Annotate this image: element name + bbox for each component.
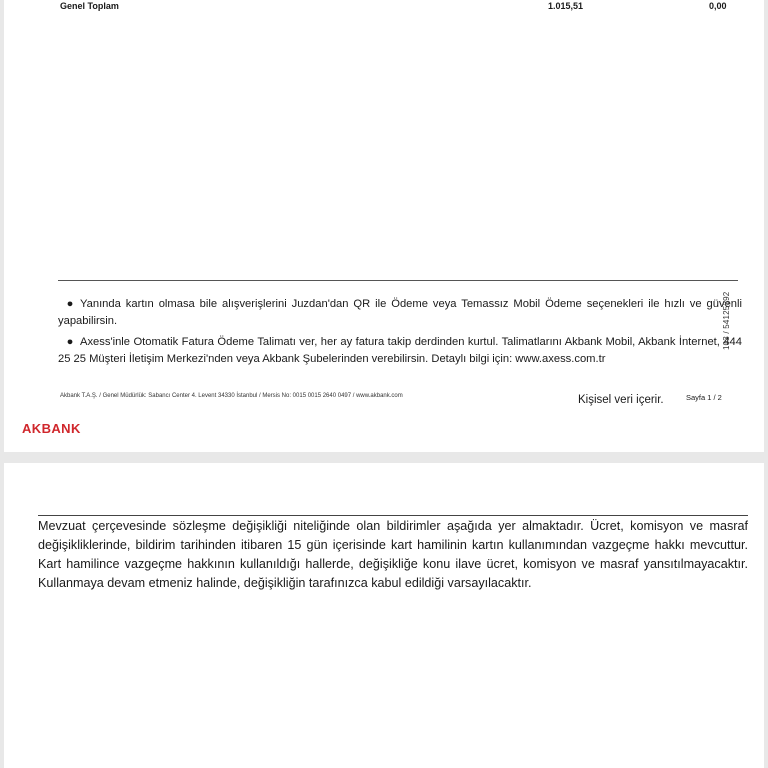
statement-page-1	[4, 0, 764, 452]
contract-change-notice: Mevzuat çerçevesinde sözleşme değişikliği niteliğinde olan bildirimler aşağıda yer almaktadır. Ücret, komisyon ve masraf değişikliklerinde, bildirim tarihinden itibaren 15 gün içerisinde kart hamilinin kartın kullanımından vazgeçme hakkı mevcuttur. Kart hamilince vazgeçme hakkının kullanıldığı hallerde, değişikliğe konu ilave ücret, komisyon ve masraf yansıtılmayacaktır. Kullanmaya devam etmeniz halinde, değişikliğin tarafınızca kabul edildiği varsayılacaktır.	[38, 519, 748, 590]
akbank-logo: AKBANK	[22, 421, 81, 436]
info-bullet-text: Axess'inle Otomatik Fatura Ödeme Talimatı ver, her ay fatura takip derdinden kurtul. Talimatlarını Akbank Mobil, Akbank İnternet, 444 25 25 Müşteri İletişim Merkezi'nden veya Akbank Şubelerinden verebilirsin. Detaylı bilgi için: www.axess.com.tr	[58, 336, 742, 365]
document-code: 103 / 54125392	[722, 291, 731, 350]
info-bullet-autopay	[58, 334, 742, 368]
footer-address: Akbank T.A.Ş. / Genel Müdürlük: Sabancı Center 4. Levent 34330 İstanbul / Mersis No: 0015 0015 2640 0497 / www.akbank.com	[60, 393, 403, 399]
grand-total-amount: 1.015,51	[548, 1, 584, 11]
info-bullet-text: Yanında kartın olmasa bile alışverişlerini Juzdan'dan QR ile Ödeme veya Temassız Mobil Ödeme seçenekleri ile hızlı ve güvenli yapabilirsin.	[58, 298, 742, 327]
bullet-icon: ●	[66, 336, 74, 348]
grand-total-secondary-amount: 0,00	[709, 1, 727, 11]
page-number: Sayfa 1 / 2	[686, 393, 722, 402]
bullet-icon: ●	[66, 298, 74, 310]
info-bullet-juzdan	[58, 296, 742, 330]
statement-page-2	[4, 463, 764, 768]
section-divider	[38, 515, 748, 516]
section-divider	[58, 280, 738, 281]
grand-total-label: Genel Toplam	[60, 1, 119, 11]
personal-data-notice: Kişisel veri içerir.	[578, 394, 664, 406]
grand-total-row	[4, 0, 764, 14]
